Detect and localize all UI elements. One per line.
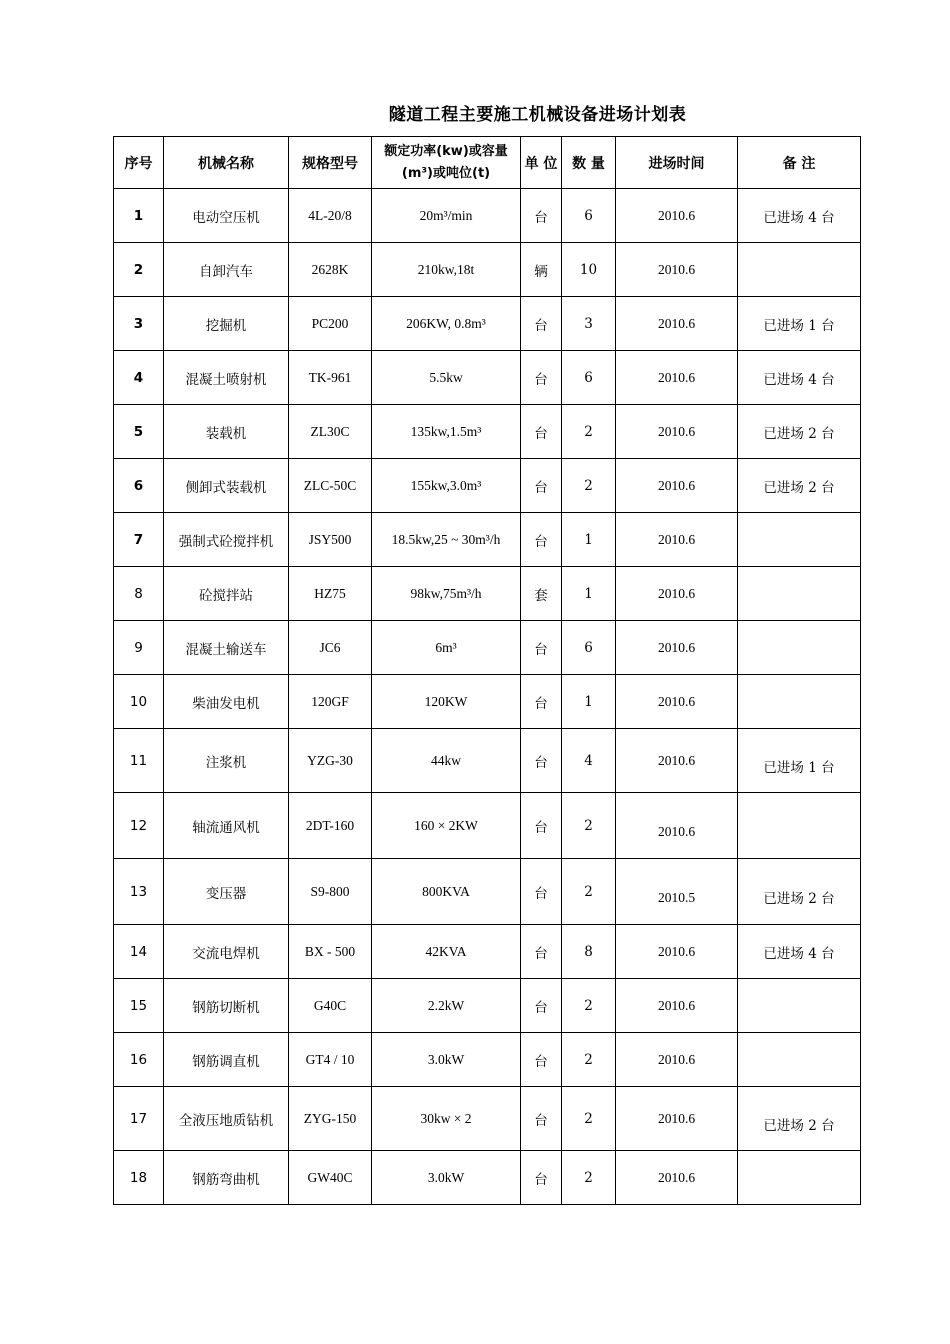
cell-model: TK-961 (289, 351, 372, 405)
cell-name: 交流电焊机 (164, 925, 289, 979)
cell-seq: 13 (114, 859, 164, 925)
table-row (114, 675, 861, 729)
cell-seq: 2 (114, 243, 164, 297)
cell-time: 2010.6 (616, 793, 738, 859)
cell-power: 30kw × 2 (372, 1087, 521, 1151)
cell-power: 800KVA (372, 859, 521, 925)
cell-model: 120GF (289, 675, 372, 729)
cell-unit: 台 (521, 297, 562, 351)
cell-model: GW40C (289, 1151, 372, 1205)
table-row (114, 459, 861, 513)
cell-power: 3.0kW (372, 1033, 521, 1087)
cell-time: 2010.6 (616, 405, 738, 459)
cell-power: 98kw,75m³/h (372, 567, 521, 621)
cell-unit: 台 (521, 925, 562, 979)
cell-note: 已进场 2 台 (738, 405, 861, 459)
cell-note (738, 1151, 861, 1205)
cell-unit: 台 (521, 1151, 562, 1205)
cell-time: 2010.6 (616, 1033, 738, 1087)
cell-note (738, 793, 861, 859)
cell-power: 5.5kw (372, 351, 521, 405)
cell-name: 电动空压机 (164, 189, 289, 243)
cell-power: 18.5kw,25 ~ 30m³/h (372, 513, 521, 567)
table-row (114, 243, 861, 297)
cell-model: G40C (289, 979, 372, 1033)
cell-qty: 6 (562, 351, 616, 405)
cell-unit: 台 (521, 621, 562, 675)
header-power-line1: 额定功率(kw)或容量 (384, 143, 508, 159)
cell-time: 2010.6 (616, 567, 738, 621)
cell-seq: 10 (114, 675, 164, 729)
cell-note (738, 979, 861, 1033)
equipment-table (113, 136, 861, 1205)
cell-note (738, 243, 861, 297)
cell-qty: 3 (562, 297, 616, 351)
cell-model: ZL30C (289, 405, 372, 459)
cell-model: 4L-20/8 (289, 189, 372, 243)
cell-name: 注浆机 (164, 729, 289, 793)
cell-note: 已进场 4 台 (738, 189, 861, 243)
table-row (114, 513, 861, 567)
cell-note: 已进场 2 台 (738, 859, 861, 925)
cell-seq: 5 (114, 405, 164, 459)
cell-model: 2DT-160 (289, 793, 372, 859)
cell-time: 2010.5 (616, 859, 738, 925)
cell-model: YZG-30 (289, 729, 372, 793)
cell-unit: 台 (521, 729, 562, 793)
cell-model: GT4 / 10 (289, 1033, 372, 1087)
header-time: 进场时间 (616, 137, 738, 189)
cell-seq: 18 (114, 1151, 164, 1205)
cell-model: BX - 500 (289, 925, 372, 979)
cell-model: JC6 (289, 621, 372, 675)
cell-note: 已进场 4 台 (738, 351, 861, 405)
cell-model: ZLC-50C (289, 459, 372, 513)
cell-time: 2010.6 (616, 1151, 738, 1205)
cell-name: 钢筋切断机 (164, 979, 289, 1033)
cell-time: 2010.6 (616, 621, 738, 675)
cell-power: 160 × 2KW (372, 793, 521, 859)
cell-name: 全液压地质钻机 (164, 1087, 289, 1151)
cell-time: 2010.6 (616, 189, 738, 243)
cell-qty: 6 (562, 621, 616, 675)
cell-power: 120KW (372, 675, 521, 729)
table-row (114, 189, 861, 243)
cell-seq: 3 (114, 297, 164, 351)
cell-qty: 8 (562, 925, 616, 979)
cell-note: 已进场 2 台 (738, 1087, 861, 1151)
cell-power: 6m³ (372, 621, 521, 675)
cell-unit: 辆 (521, 243, 562, 297)
cell-qty: 2 (562, 405, 616, 459)
cell-qty: 2 (562, 459, 616, 513)
cell-power: 155kw,3.0m³ (372, 459, 521, 513)
table-row (114, 1033, 861, 1087)
header-name: 机械名称 (164, 137, 289, 189)
cell-name: 轴流通风机 (164, 793, 289, 859)
cell-note: 已进场 1 台 (738, 297, 861, 351)
cell-qty: 6 (562, 189, 616, 243)
cell-name: 侧卸式装载机 (164, 459, 289, 513)
cell-seq: 17 (114, 1087, 164, 1151)
header-model: 规格型号 (289, 137, 372, 189)
header-power (372, 137, 521, 189)
cell-seq: 15 (114, 979, 164, 1033)
cell-power: 210kw,18t (372, 243, 521, 297)
cell-seq: 11 (114, 729, 164, 793)
cell-unit: 台 (521, 405, 562, 459)
cell-model: 2628K (289, 243, 372, 297)
cell-time: 2010.6 (616, 243, 738, 297)
cell-unit: 台 (521, 859, 562, 925)
header-row (114, 137, 861, 189)
cell-model: HZ75 (289, 567, 372, 621)
header-unit: 单 位 (521, 137, 562, 189)
cell-qty: 2 (562, 979, 616, 1033)
cell-seq: 4 (114, 351, 164, 405)
cell-note: 已进场 1 台 (738, 729, 861, 793)
cell-seq: 1 (114, 189, 164, 243)
header-power-line2: (m³)或吨位(t) (401, 165, 491, 181)
table-row (114, 1151, 861, 1205)
cell-power: 42KVA (372, 925, 521, 979)
header-note: 备 注 (738, 137, 861, 189)
cell-power: 2.2kW (372, 979, 521, 1033)
cell-time: 2010.6 (616, 1087, 738, 1151)
cell-seq: 16 (114, 1033, 164, 1087)
document-title: 隧道工程主要施工机械设备进场计划表 (388, 105, 687, 125)
cell-seq: 9 (114, 621, 164, 675)
cell-name: 柴油发电机 (164, 675, 289, 729)
cell-seq: 6 (114, 459, 164, 513)
cell-seq: 8 (114, 567, 164, 621)
cell-name: 装载机 (164, 405, 289, 459)
cell-seq: 7 (114, 513, 164, 567)
cell-seq: 14 (114, 925, 164, 979)
cell-time: 2010.6 (616, 675, 738, 729)
cell-note: 已进场 4 台 (738, 925, 861, 979)
table-row (114, 351, 861, 405)
cell-name: 钢筋弯曲机 (164, 1151, 289, 1205)
cell-note (738, 675, 861, 729)
cell-time: 2010.6 (616, 925, 738, 979)
cell-time: 2010.6 (616, 729, 738, 793)
table-row (114, 567, 861, 621)
cell-unit: 台 (521, 979, 562, 1033)
cell-power: 206KW, 0.8m³ (372, 297, 521, 351)
cell-qty: 2 (562, 1033, 616, 1087)
cell-note (738, 621, 861, 675)
cell-qty: 2 (562, 1087, 616, 1151)
cell-unit: 台 (521, 189, 562, 243)
table-row (114, 297, 861, 351)
cell-name: 混凝土输送车 (164, 621, 289, 675)
cell-name: 砼搅拌站 (164, 567, 289, 621)
cell-qty: 10 (562, 243, 616, 297)
table-row (114, 979, 861, 1033)
cell-unit: 台 (521, 1087, 562, 1151)
cell-name: 挖掘机 (164, 297, 289, 351)
cell-power: 3.0kW (372, 1151, 521, 1205)
cell-time: 2010.6 (616, 979, 738, 1033)
table-row (114, 729, 861, 793)
cell-name: 变压器 (164, 859, 289, 925)
cell-qty: 2 (562, 793, 616, 859)
cell-power: 135kw,1.5m³ (372, 405, 521, 459)
cell-qty: 1 (562, 513, 616, 567)
cell-name: 混凝土喷射机 (164, 351, 289, 405)
cell-qty: 2 (562, 859, 616, 925)
cell-unit: 台 (521, 793, 562, 859)
cell-note (738, 567, 861, 621)
header-qty: 数 量 (562, 137, 616, 189)
table-row (114, 1087, 861, 1151)
cell-note (738, 513, 861, 567)
cell-unit: 台 (521, 675, 562, 729)
cell-qty: 1 (562, 675, 616, 729)
header-seq: 序号 (114, 137, 164, 189)
cell-qty: 2 (562, 1151, 616, 1205)
cell-note: 已进场 2 台 (738, 459, 861, 513)
cell-unit: 台 (521, 1033, 562, 1087)
cell-time: 2010.6 (616, 459, 738, 513)
table-row (114, 925, 861, 979)
cell-time: 2010.6 (616, 351, 738, 405)
table-row (114, 793, 861, 859)
cell-seq: 12 (114, 793, 164, 859)
cell-time: 2010.6 (616, 297, 738, 351)
cell-name: 强制式砼搅拌机 (164, 513, 289, 567)
table-row (114, 621, 861, 675)
cell-note (738, 1033, 861, 1087)
cell-unit: 台 (521, 513, 562, 567)
cell-unit: 台 (521, 351, 562, 405)
cell-name: 自卸汽车 (164, 243, 289, 297)
table-row (114, 859, 861, 925)
cell-qty: 1 (562, 567, 616, 621)
cell-qty: 4 (562, 729, 616, 793)
cell-model: ZYG-150 (289, 1087, 372, 1151)
cell-time: 2010.6 (616, 513, 738, 567)
cell-model: PC200 (289, 297, 372, 351)
table-row (114, 405, 861, 459)
cell-unit: 台 (521, 459, 562, 513)
cell-model: JSY500 (289, 513, 372, 567)
cell-model: S9-800 (289, 859, 372, 925)
cell-power: 20m³/min (372, 189, 521, 243)
cell-power: 44kw (372, 729, 521, 793)
cell-name: 钢筋调直机 (164, 1033, 289, 1087)
cell-unit: 套 (521, 567, 562, 621)
